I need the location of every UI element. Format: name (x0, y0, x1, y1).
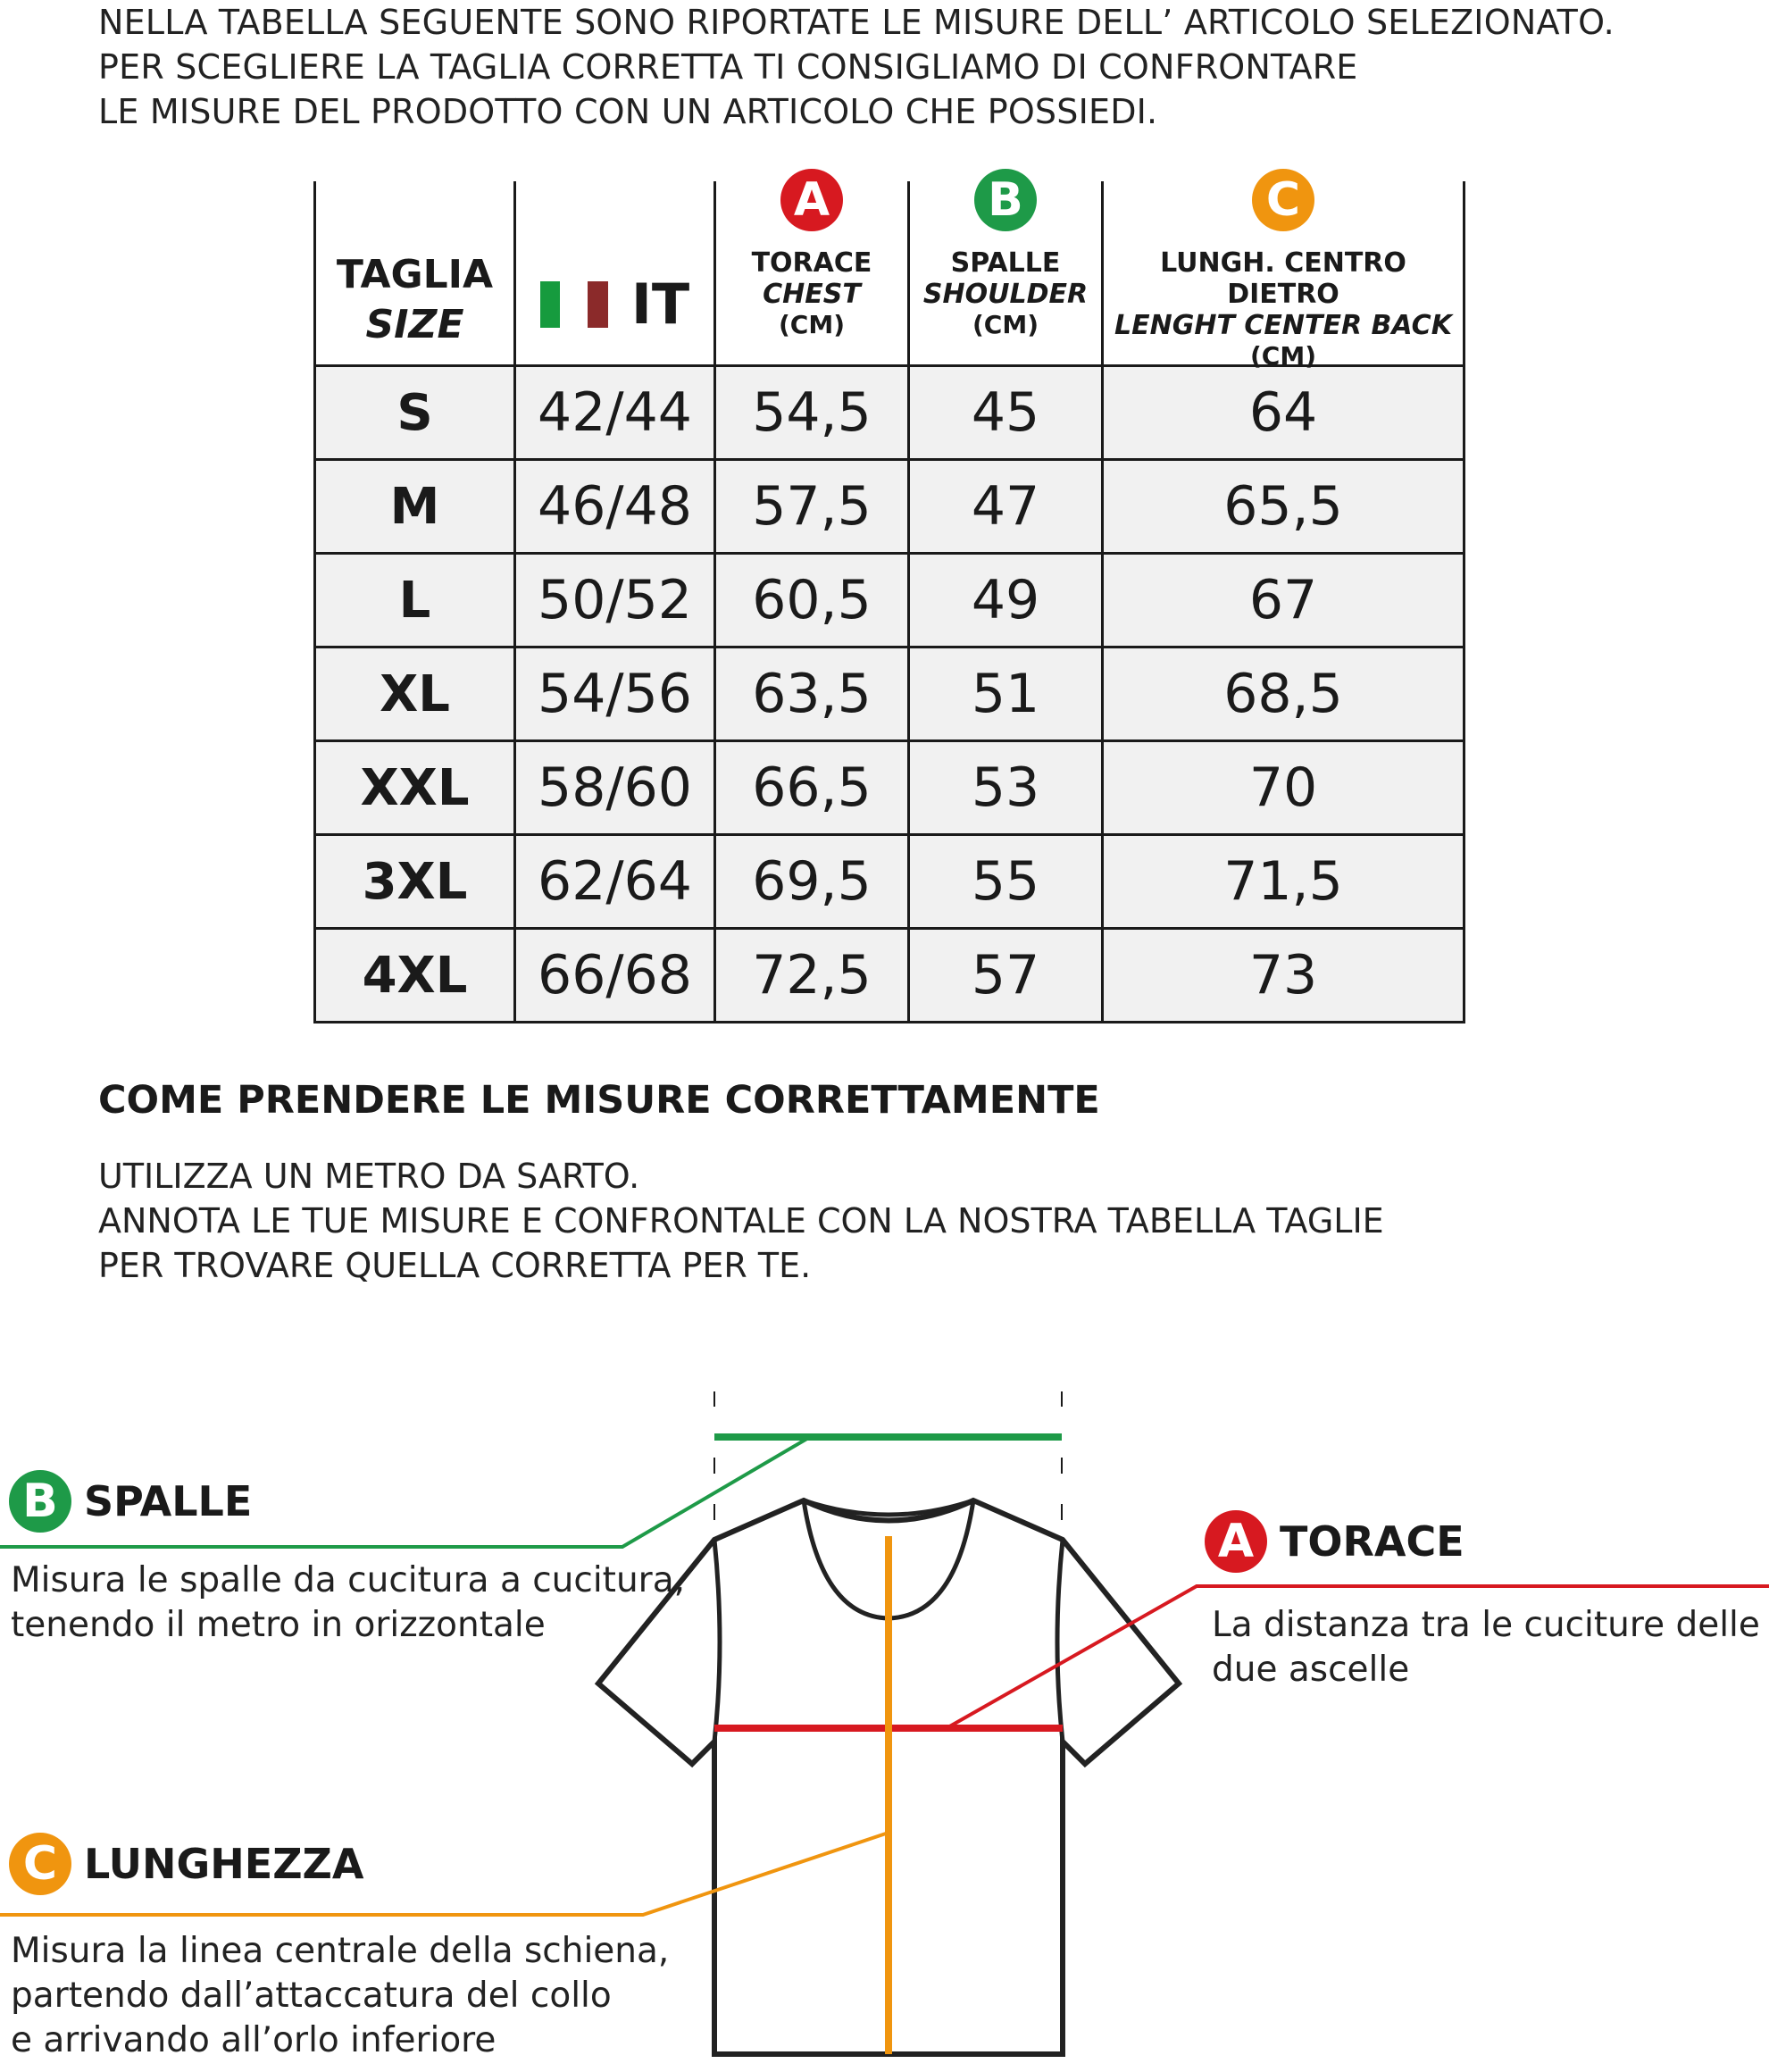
cell-length: 73 (1103, 929, 1464, 1023)
cell-shoulder: 55 (909, 835, 1103, 929)
intro-line: PER SCEGLIERE LA TAGLIA CORRETTA TI CONSIGLIAMO DI CONFRONTARE (98, 47, 1358, 87)
howto-title: COME PRENDERE LE MISURE CORRETTAMENTE (98, 1078, 1100, 1123)
cell-shoulder: 57 (909, 929, 1103, 1023)
cell-shoulder: 45 (909, 366, 1103, 460)
header-shoulder-it: SPALLE (950, 247, 1061, 279)
intro-line: NELLA TABELLA SEGUENTE SONO RIPORTATE LE MISURE DELL’ ARTICOLO SELEZIONATO. (98, 3, 1615, 42)
chest-desc (1212, 1603, 1760, 1692)
cell-chest: 60,5 (715, 554, 909, 648)
length-label (9, 1833, 364, 1895)
shoulder-measure-marks (714, 1391, 1062, 1520)
cell-shoulder: 53 (909, 741, 1103, 835)
cell-chest: 66,5 (715, 741, 909, 835)
howto-line: UTILIZZA UN METRO DA SARTO. (98, 1157, 640, 1196)
cell-size: L (315, 554, 515, 648)
cell-chest: 72,5 (715, 929, 909, 1023)
cell-chest: 63,5 (715, 648, 909, 741)
cell-shoulder: 47 (909, 460, 1103, 554)
badge-b-icon: B (9, 1470, 71, 1533)
chest-desc-line: due ascelle (1212, 1650, 1410, 1690)
header-length-it: LUNGH. CENTRO DIETRO (1160, 247, 1406, 310)
cell-size: M (315, 460, 515, 554)
header-it-code: IT (630, 272, 690, 337)
chest-desc-line: La distanza tra le cuciture delle (1212, 1605, 1760, 1645)
howto-line: ANNOTA LE TUE MISURE E CONFRONTALE CON LA NOSTRA TABELLA TAGLIE (98, 1201, 1384, 1241)
length-desc-line: partendo dall’attaccatura del collo (11, 1976, 612, 2016)
shoulder-label-title: SPALLE (84, 1477, 253, 1525)
cell-chest: 69,5 (715, 835, 909, 929)
cell-shoulder: 49 (909, 554, 1103, 648)
header-size-it: TAGLIA (336, 251, 494, 297)
shoulder-desc-line: tenendo il metro in orizzontale (11, 1605, 546, 1645)
right-armhole-seam (1057, 1540, 1063, 1742)
cell-it: 50/52 (515, 554, 715, 648)
cell-chest: 54,5 (715, 366, 909, 460)
length-desc-line: Misura la linea centrale della schiena, (11, 1931, 670, 1971)
shoulder-label (9, 1470, 252, 1533)
cell-it: 46/48 (515, 460, 715, 554)
header-chest-it: TORACE (751, 247, 872, 279)
cell-length: 71,5 (1103, 835, 1464, 929)
cell-it: 42/44 (515, 366, 715, 460)
header-chest-unit: (CM) (778, 310, 845, 339)
cell-it: 62/64 (515, 835, 715, 929)
chest-label (1205, 1510, 1464, 1573)
cell-length: 65,5 (1103, 460, 1464, 554)
length-desc (11, 1929, 669, 2063)
header-shoulder-unit: (CM) (972, 310, 1039, 339)
header-length-en: LENGHT CENTER BACK (1114, 310, 1452, 341)
left-armhole-seam (714, 1540, 720, 1742)
cell-shoulder: 51 (909, 648, 1103, 741)
cell-length: 68,5 (1103, 648, 1464, 741)
length-label-title: LUNGHEZZA (84, 1840, 364, 1888)
shoulder-desc-line: Misura le spalle da cucitura a cucitura, (11, 1560, 686, 1600)
chest-label-title: TORACE (1280, 1517, 1464, 1566)
cell-it: 54/56 (515, 648, 715, 741)
badge-c-icon: C (9, 1833, 71, 1895)
intro-line: LE MISURE DEL PRODOTTO CON UN ARTICOLO CHE POSSIEDI. (98, 92, 1158, 131)
header-size-en: SIZE (365, 301, 464, 347)
cell-size: XL (315, 648, 515, 741)
cell-size: XXL (315, 741, 515, 835)
badge-b-icon: B (974, 169, 1037, 231)
cell-length: 64 (1103, 366, 1464, 460)
shoulder-desc (11, 1558, 685, 1648)
header-chest-en: CHEST (763, 279, 861, 310)
cell-length: 67 (1103, 554, 1464, 648)
cell-it: 66/68 (515, 929, 715, 1023)
header-length-unit: (CM) (1249, 341, 1316, 371)
badge-a-icon: A (780, 169, 843, 231)
badge-a-icon: A (1205, 1510, 1267, 1573)
cell-chest: 57,5 (715, 460, 909, 554)
cell-size: 4XL (315, 929, 515, 1023)
cell-size: 3XL (315, 835, 515, 929)
cell-it: 58/60 (515, 741, 715, 835)
length-desc-line: e arrivando all’orlo inferiore (11, 2020, 496, 2060)
cell-length: 70 (1103, 741, 1464, 835)
badge-c-icon: C (1252, 169, 1314, 231)
cell-size: S (315, 366, 515, 460)
howto-line: PER TROVARE QUELLA CORRETTA PER TE. (98, 1246, 812, 1285)
header-shoulder-en: SHOULDER (922, 279, 1089, 310)
